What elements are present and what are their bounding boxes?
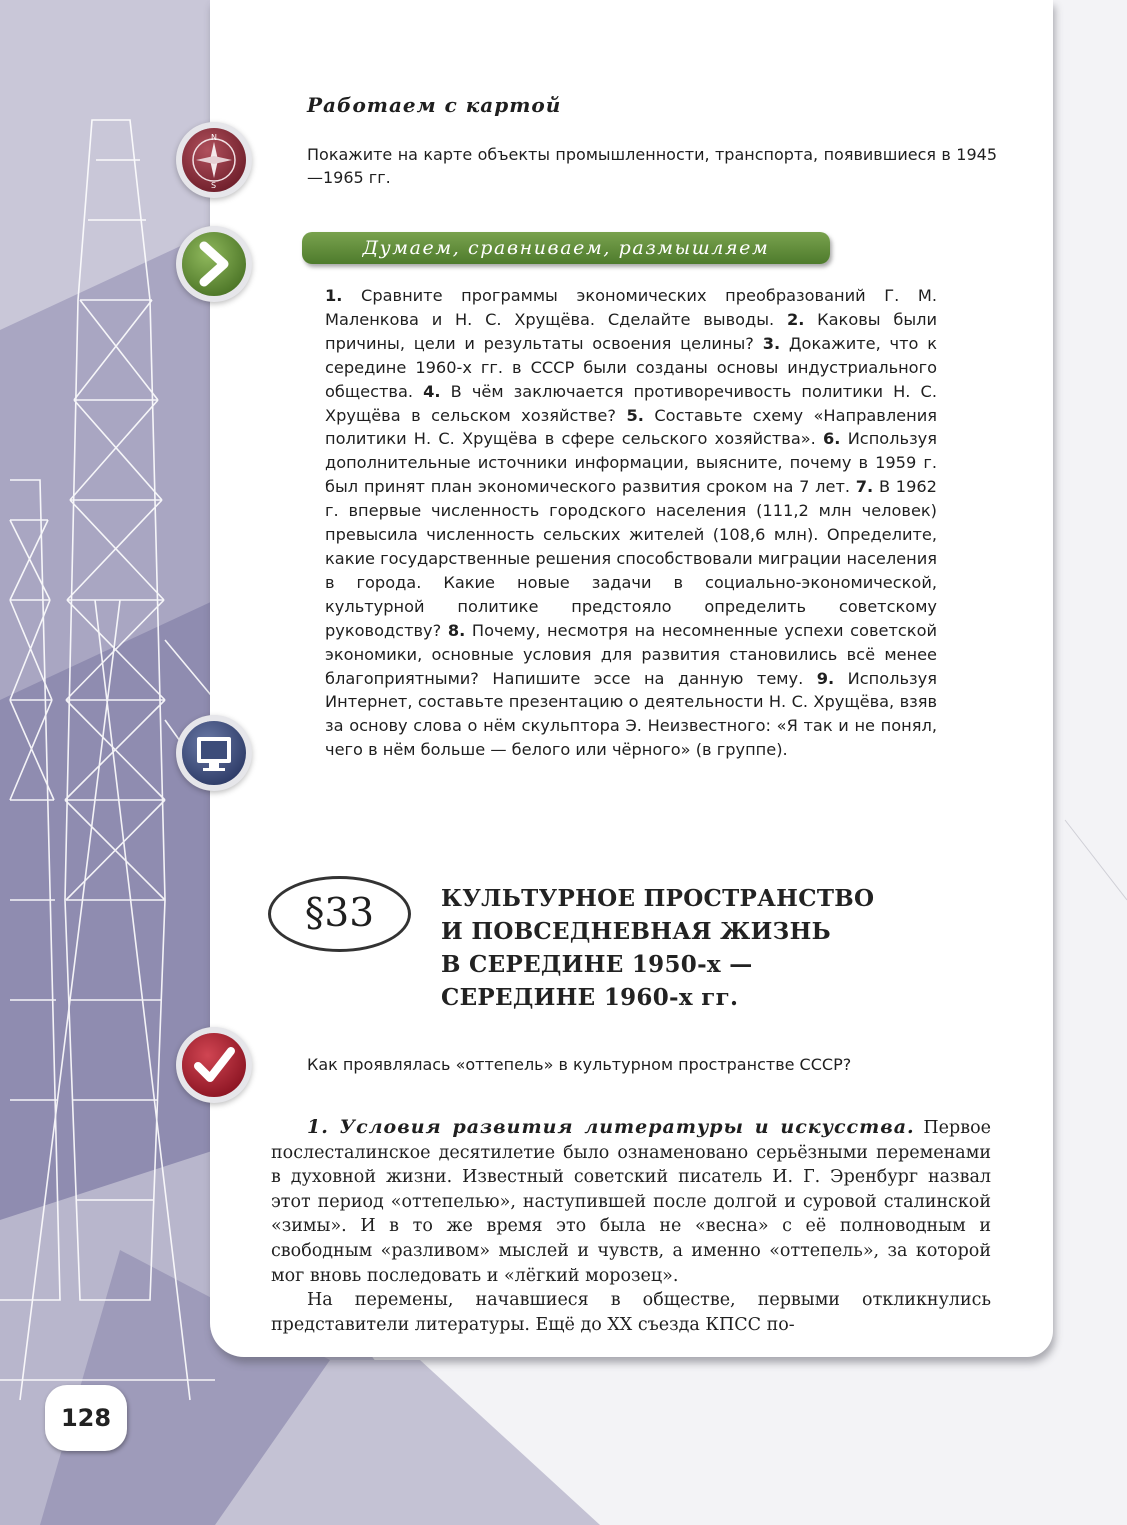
paragraph-number-badge: §33 [268, 876, 411, 952]
map-section-heading: Работаем с картой [307, 93, 562, 117]
question-item: 4. В чём заключается противоречивость политики Н. С. Хрущёва в сельском хозяйстве? [325, 381, 937, 425]
question-item: 5. Составьте схему «Направления политики Н. С. Хрущёва в сфере сельского хозяйства». [325, 405, 937, 449]
body-paragraph: 1. Условия развития литературы и искусства. Первое послесталинское десятилетие было ознаменовано серьёзными переменами в духовной жизни. Известный советский писатель И. Г. Эренбург назвал этот период «оттепелью», наступившей после долгой и суровой сталинской «зимы». И в то же время это была не «весна» с её полноводным и свободным «разливом» мыслей и чувств, а именно «оттепель», за которой мог вновь последовать и «лёгкий морозец». [271, 1116, 991, 1286]
paragraph-body [271, 1115, 991, 1337]
compass-icon [182, 128, 246, 192]
arrow-icon [182, 232, 246, 296]
question-item: 2. Каковы были причины, цели и результаты освоения целины? [325, 309, 937, 353]
title-line: В СЕРЕДИНЕ 1950-х — [441, 951, 753, 978]
map-task-text: Покажите на карте объекты промышленности, транспорта, появившиеся в 1945—1965 гг. [307, 145, 997, 187]
body-paragraph: На перемены, начавшиеся в обществе, первыми откликнулись представители литературы. Ещё до XX съезда КПСС по- [271, 1290, 991, 1335]
questions-block [325, 284, 937, 762]
question-item: 3. Докажите, что к середине 1960-х гг. в СССР были созданы основы индустриального общества. [325, 333, 937, 401]
page-number: 128 [45, 1385, 127, 1451]
subheading: 1. Условия развития литературы и искусства. [307, 1116, 915, 1138]
question-item: 1. Сравните программы экономических преобразований Г. М. Маленкова и Н. С. Хрущёва. Сделайте выводы. [325, 286, 937, 329]
title-line: СЕРЕДИНЕ 1960-х гг. [441, 984, 739, 1011]
key-question: Как проявлялась «оттепель» в культурном пространстве СССР? [307, 1055, 852, 1074]
paragraph-title [441, 882, 931, 1014]
svg-text:S: S [211, 181, 217, 190]
title-line: И ПОВСЕДНЕВНАЯ ЖИЗНЬ [441, 918, 831, 945]
computer-icon [182, 721, 246, 785]
svg-text:N: N [211, 133, 217, 142]
question-item: 8. Почему, несмотря на несомненные успехи советской экономики, основные условия для развития становились всё менее благоприятными? Напишите эссе на данную тему. [325, 620, 937, 688]
checkmark-icon [182, 1033, 246, 1097]
think-section-banner: Думаем, сравниваем, размышляем [302, 232, 830, 264]
question-item: 9. Используя Интернет, составьте презентацию о деятельности Н. С. Хрущёва, взяв за основу слова о нём скульптора Э. Неизвестного: «Я так и не понял, чего в нём больше — белого или чёрного» (в группе). [325, 668, 937, 760]
title-line: КУЛЬТУРНОЕ ПРОСТРАНСТВО [441, 885, 875, 912]
question-item: 6. Используя дополнительные источники информации, выясните, почему в 1959 г. был принят план экономического развития сроком на 7 лет. [325, 429, 937, 497]
question-item: 7. В 1962 г. впервые численность городского населения (111,2 млн человек) превысила численность сельских жителей (108,6 млн). Определите, какие государственные решения способствовали миграции населения в города. Какие новые задачи в социально-экономической, культурной политике предстояло определить советскому руководству? [325, 477, 937, 640]
